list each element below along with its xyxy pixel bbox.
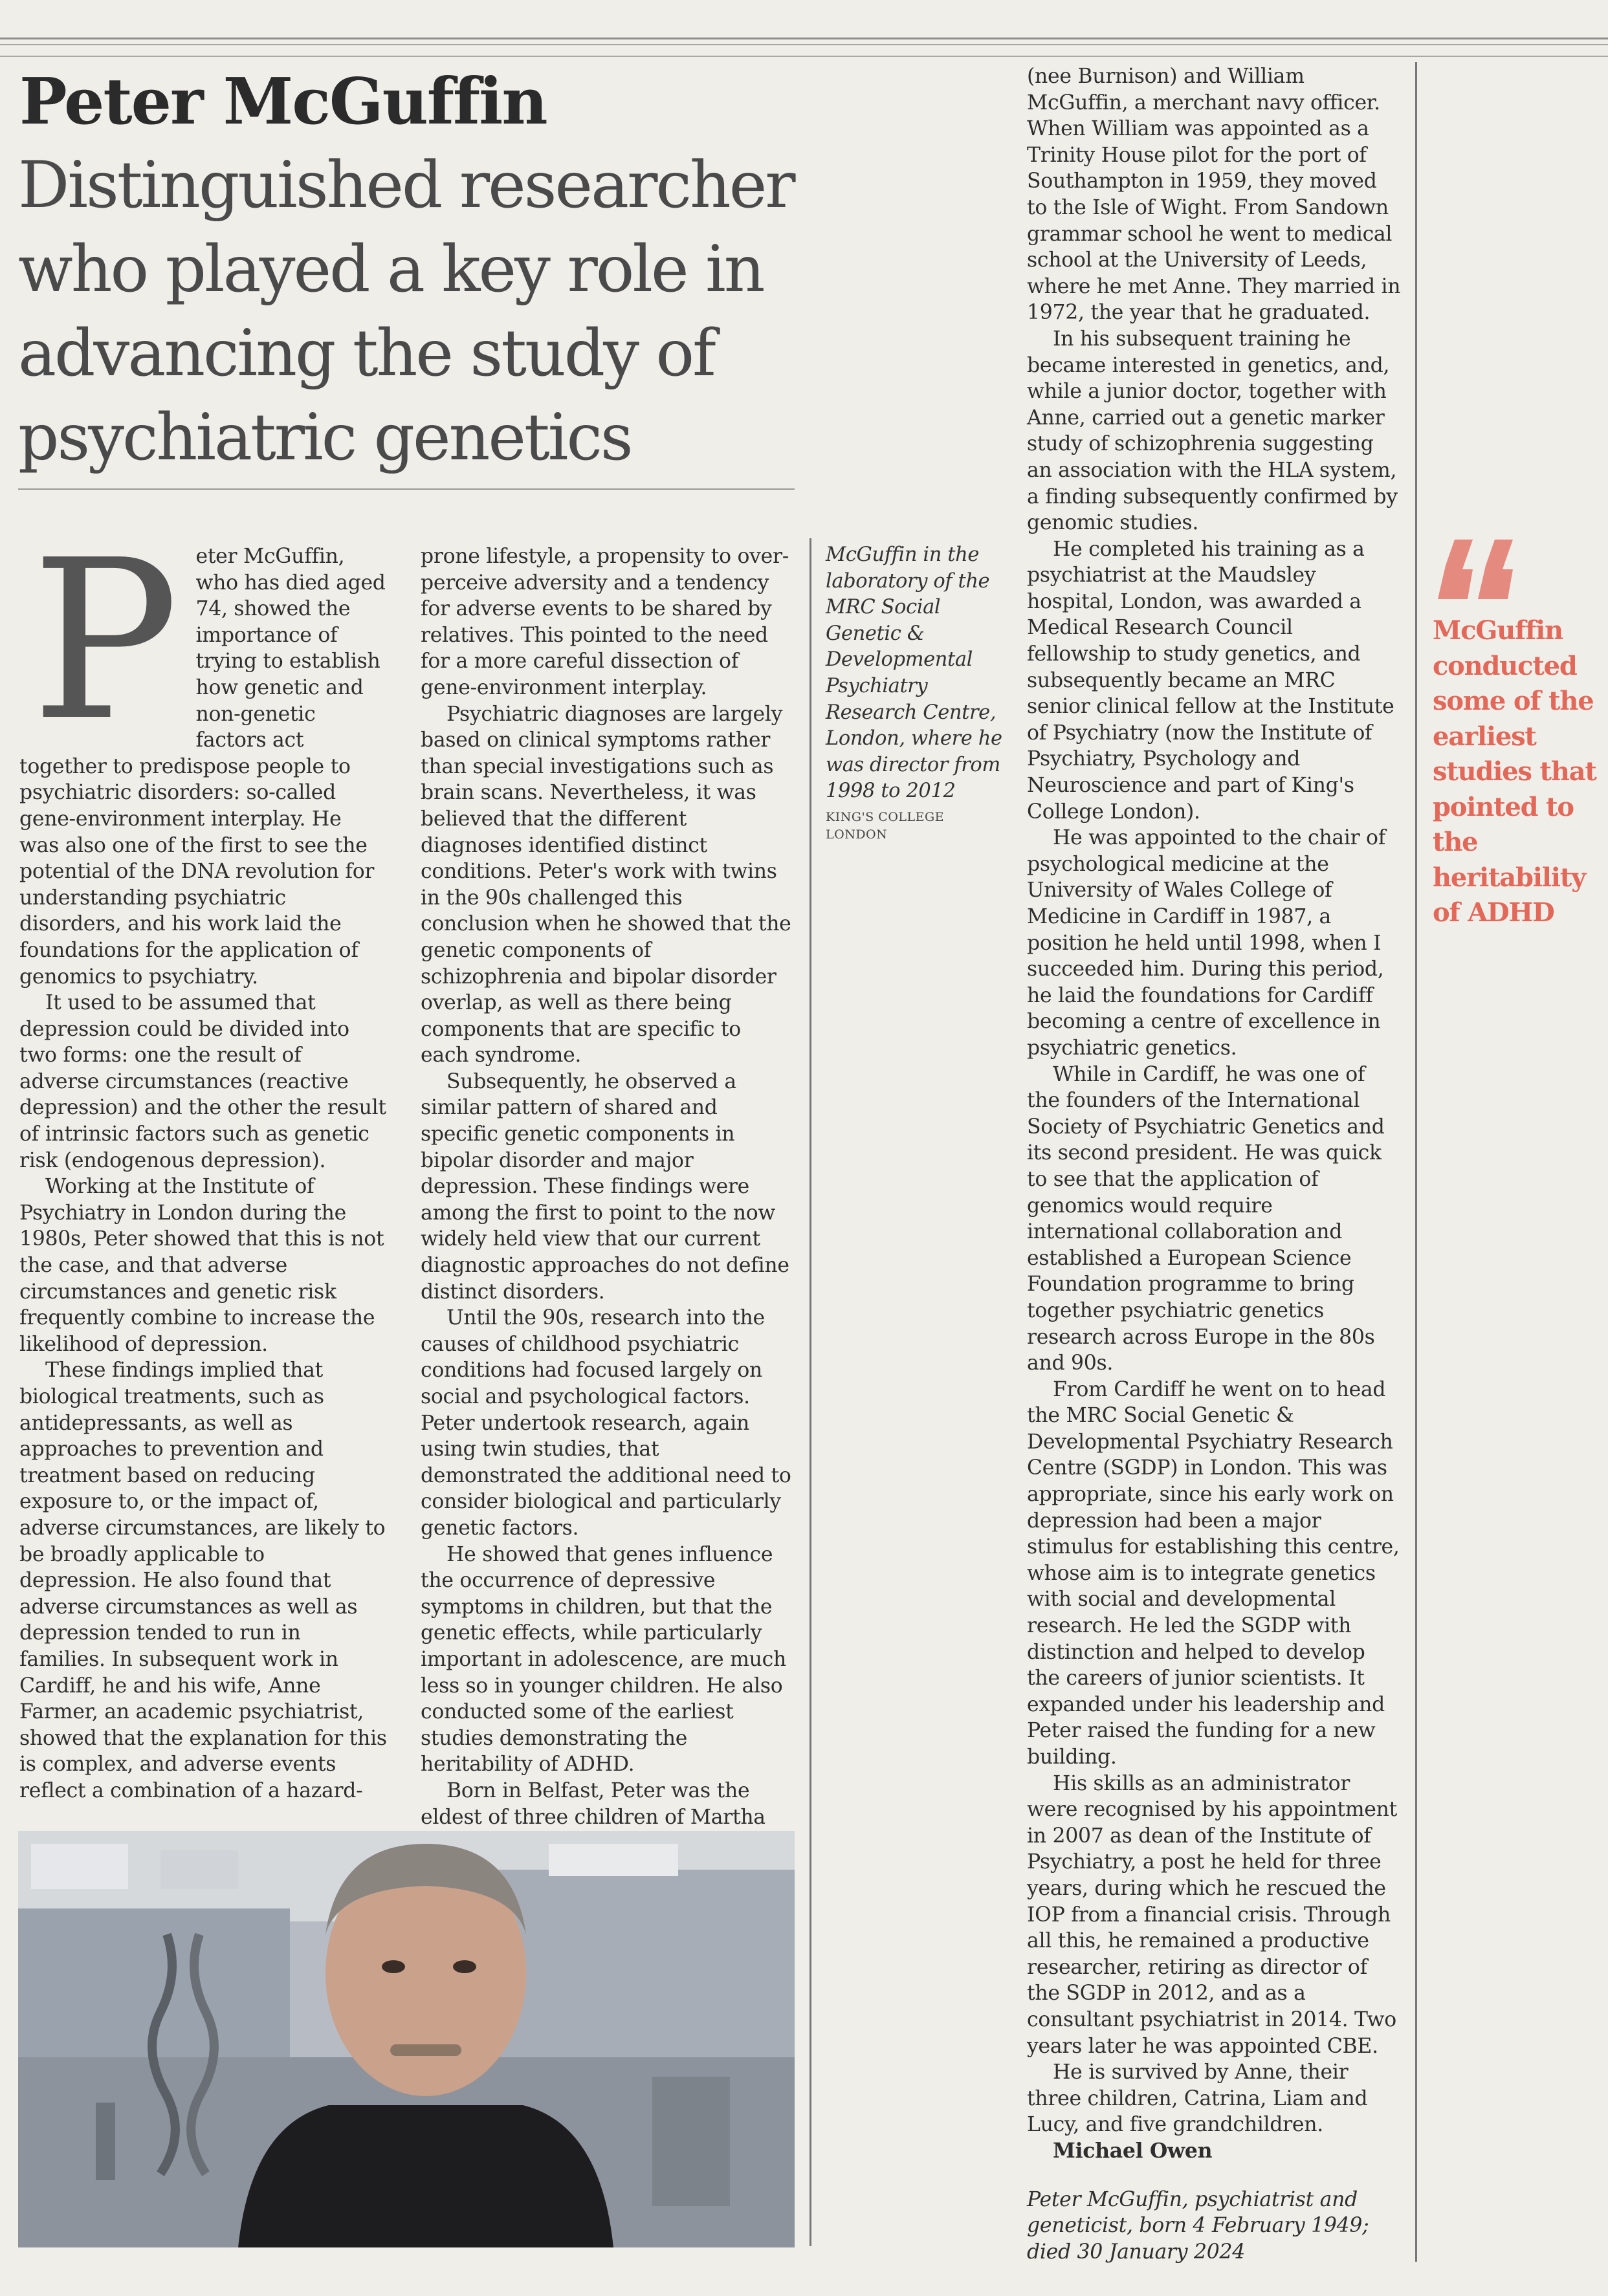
headline: Distinguished researcher who played a key role in advancing the study of psychiatric genetics [18, 148, 794, 475]
paragraph: In his subsequent training he became interested in genetics, and, while a junior doctor, together with Anne, carried out a genetic marker study of schizophrenia suggesting an association with the HLA system, a finding subsequently confirmed by genomic studies. [1027, 327, 1398, 535]
paragraph: He was appointed to the chair of psychological medicine at the University of Wales College of Medicine in Cardiff in 1987, a position he held until 1998, when I succeeded him. During this period, he laid the foundations for Cardiff becoming a centre of excellence in psychiatric genetics. [1027, 826, 1386, 1060]
paragraph: He completed his training as a psychiatrist at the Maudsley hospital, London, was awarded a Medical Research Council fellowship to study genetics, and subsequently became an MRC senior clinical fellow at the Institute of Psychiatry (now the Institute of Psychiatry, Psychology and Neuroscience and part of King's College London). [1027, 537, 1394, 824]
paragraph: eter McGuffin, who has died aged 74, showed the importance of trying to establish how genetic and non-genetic factors act together to predispose people to psychiatric disorders: so-called gene-environment interplay. He was also one of the first to see the potential of the DNA revolution for understanding psychiatric disorders, and his work laid the foundations for the application of genomics to psychiatry. [19, 545, 386, 989]
paragraph: These findings implied that biological treatments, such as antidepressants, as well as approaches to prevention and treatment based on reducing exposure to, or the impact of, adverse circumstances, are likely to be broadly applicable to depression. He also found that adverse circumstances as well as depression tended to run in families. In subsequent work in Cardiff, he and his wife, Anne Farmer, an academic psychiatrist, showed that the explanation for this is complex, and adverse events reflect a combination of a hazard- [19, 1359, 387, 1802]
paragraph: From Cardiff he went on to head the MRC Social Genetic & Developmental Psychiatry Research Centre (SGDP) in London. This was appropriate, since his early work on depression had been a major stimulus for establishing this centre, whose aim is to integrate genetics with social and developmental research. He led the SGDP with distinction and helped to develop the careers of junior scientists. It expanded under his leadership and Peter raised the funding for a new building. [1027, 1377, 1400, 1769]
obituary-name: Peter McGuffin [19, 65, 547, 139]
author-byline: Michael Owen [1053, 2138, 1213, 2163]
quote-mark-icon [1435, 537, 1519, 602]
paragraph: Working at the Institute of Psychiatry in London during the 1980s, Peter showed that this is not the case, and that adverse circumstances and genetic risk frequently combine to increase the likelihood of depression. [19, 1175, 384, 1356]
paragraph: His skills as an administrator were recognised by his appointment in 2007 as dean of the Institute of Psychiatry, a post he held for three years, during which he rescued the IOP from a financial crisis. Through all this, he remained a productive researcher, retiring as director of the SGDP in 2012, and as a consultant psychiatrist in 2014. Two years later he was appointed CBE. [1027, 1771, 1397, 2058]
paragraph: He is survived by Anne, their three children, Catrina, Liam and Lucy, and five grandchildren. [1027, 2061, 1368, 2137]
photo-caption [826, 542, 1007, 844]
drop-cap: P [31, 513, 179, 769]
article-column-1 [19, 513, 387, 1804]
top-rule-2 [0, 44, 1608, 45]
paragraph: prone lifestyle, a propensity to over-perceive adversity and a tendency for adverse events to be shared by relatives. This pointed to the need for a more careful dissection of gene-environment interplay. [421, 545, 789, 699]
photo-credit: KING'S COLLEGE LONDON [826, 809, 945, 842]
top-rule [0, 38, 1608, 39]
paragraph: Born in Belfast, Peter was the eldest of three children of Martha [421, 1778, 765, 1829]
headline-rule [18, 488, 795, 490]
article-column-3 [1027, 63, 1402, 2265]
column-rule-right [1415, 62, 1417, 2262]
caption-text: McGuffin in the laboratory of the MRC Social Genetic & Developmental Psychiatry Research Centre, London, where he was director from 1998 to 2012 [826, 543, 1002, 803]
paragraph: He showed that genes influence the occurrence of depressive symptoms in children, but that the genetic effects, while particularly important in adolescence, are much less so in younger children. He also conducted some of the earliest studies demonstrating the heritability of ADHD. [421, 1542, 786, 1777]
column-rule-caption [810, 538, 811, 2246]
pull-quote: McGuffin conducted some of the earliest studies that pointed to the heritability of ADHD [1433, 615, 1596, 928]
paragraph: It used to be assumed that depression could be divided into two forms: one the result of adverse circumstances (reactive depression) and the other the result of intrinsic factors such as genetic risk (endogenous depression). [19, 991, 386, 1172]
paragraph: Psychiatric diagnoses are largely based on clinical symptoms rather than special investigations such as brain scans. Nevertheless, it was believed that the different diagnoses identified distinct conditions. Peter's work with twins in the 90s challenged this conclusion when he showed that the genetic components of schizophrenia and bipolar disorder overlap, as well as there being components that are specific to each syndrome. [421, 702, 791, 1067]
portrait-photo [18, 1831, 795, 2247]
top-rule-3 [0, 56, 1608, 57]
article-column-2 [421, 543, 793, 1830]
paragraph: Subsequently, he observed a similar pattern of shared and specific genetic components in bipolar disorder and major depression. These findings were among the first to point to the now widely held view that our current diagnostic approaches do not define distinct disorders. [421, 1069, 789, 1304]
paragraph: Until the 90s, research into the causes of childhood psychiatric conditions had focused largely on social and psychological factors. Peter undertook research, again using twin studies, that demonstrated the additional need to consider biological and particularly genetic factors. [421, 1306, 791, 1540]
paragraph: (nee Burnison) and William McGuffin, a merchant navy officer. When William was appointed as a Trinity House pilot for the port of Southampton in 1959, they moved to the Isle of Wight. From Sandown grammar school he went to medical school at the University of Leeds, where he met Anne. They married in 1972, the year that he graduated. [1027, 65, 1401, 325]
bio-line: Peter McGuffin, psychiatrist and geneticist, born 4 February 1949; died 30 January 2024 [1027, 2187, 1369, 2264]
paragraph: While in Cardiff, he was one of the founders of the International Society of Psychiatric Genetics and its second president. He was quick to see that the application of genomics would require international collaboration and established a European Science Foundation programme to bring together psychiatric genetics research across Europe in the 80s and 90s. [1027, 1062, 1385, 1375]
